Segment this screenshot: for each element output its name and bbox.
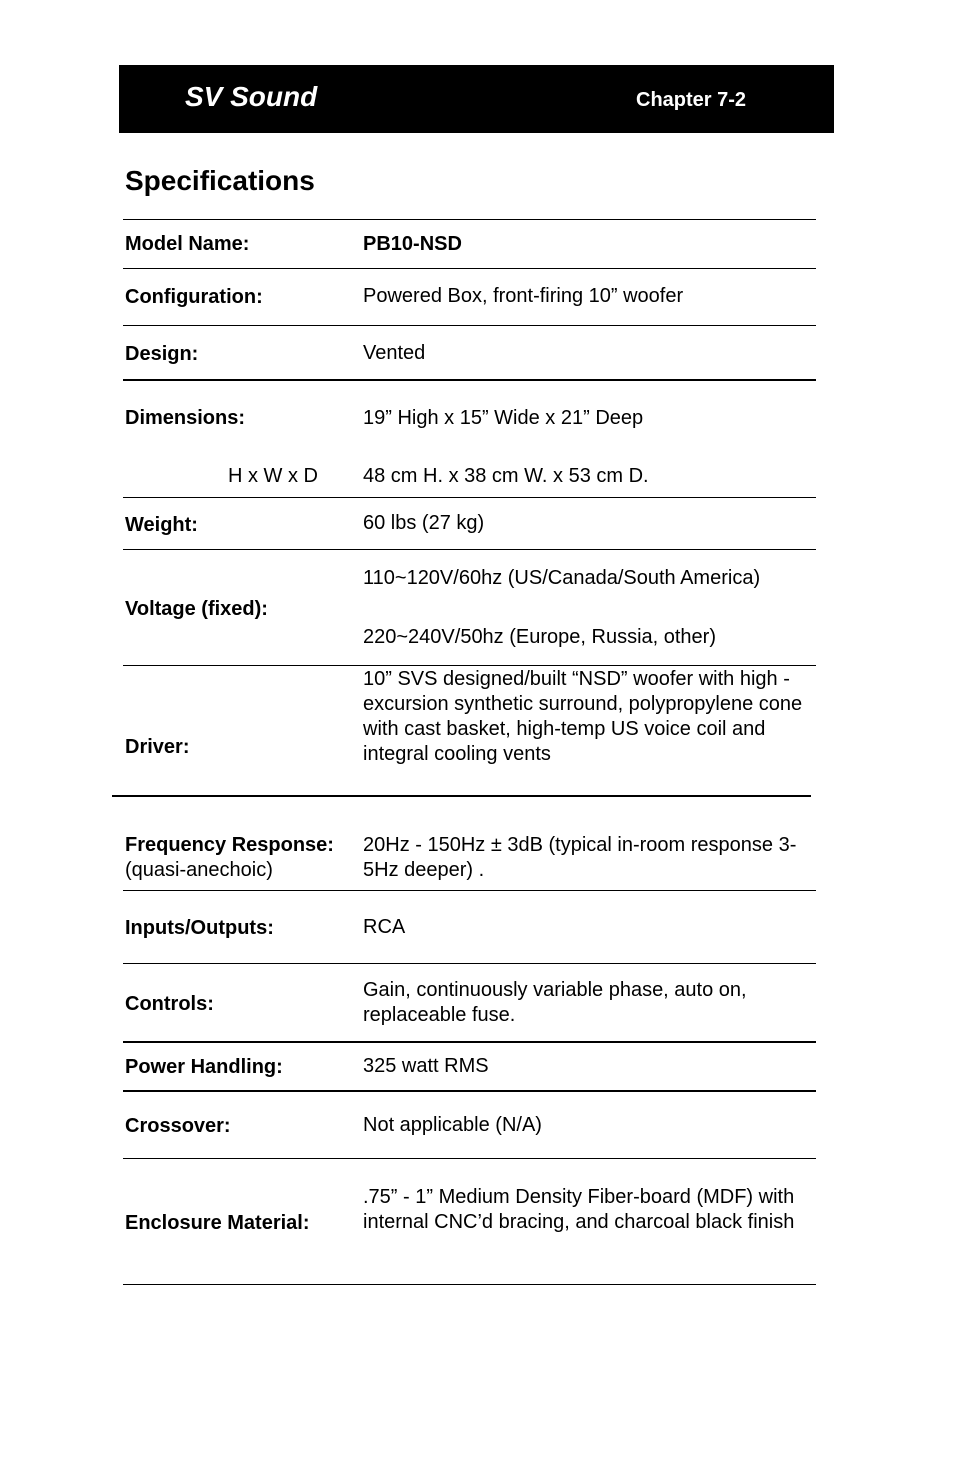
divider xyxy=(123,325,816,326)
power-handling-label: Power Handling: xyxy=(125,1056,283,1078)
enclosure-material-value: .75” - 1” Medium Density Fiber-board (MDF) with internal CNC’d bracing, and charcoal black finish xyxy=(363,1186,795,1233)
divider xyxy=(123,379,816,381)
inputs-outputs-value: RCA xyxy=(363,916,406,938)
power-handling-value: 325 watt RMS xyxy=(363,1055,489,1077)
enclosure-material-label: Enclosure Material: xyxy=(125,1212,310,1234)
design-value: Vented xyxy=(363,342,426,364)
weight-label: Weight: xyxy=(125,514,198,536)
driver-value: 10” SVS designed/built “NSD” woofer with high - excursion synthetic surround, polypropylene cone with cast basket, high-temp US voice coil and integral cooling vents xyxy=(363,668,803,765)
weight-value: 60 lbs (27 kg) xyxy=(363,512,485,534)
divider xyxy=(123,1284,816,1285)
model-name-label: Model Name: xyxy=(125,233,250,255)
inputs-outputs-label: Inputs/Outputs: xyxy=(125,917,274,939)
model-name-value: PB10-NSD xyxy=(363,233,462,255)
divider xyxy=(123,219,816,220)
controls-label: Controls: xyxy=(125,993,214,1015)
voltage-value-1: 110~120V/60hz (US/Canada/South America) xyxy=(363,567,761,589)
voltage-value-2: 220~240V/50hz (Europe, Russia, other) xyxy=(363,626,716,648)
divider xyxy=(123,1158,816,1159)
divider xyxy=(123,963,816,964)
configuration-value: Powered Box, front-firing 10” woofer xyxy=(363,285,684,307)
page-header xyxy=(119,65,834,133)
controls-value: Gain, continuously variable phase, auto on, replaceable fuse. xyxy=(363,979,747,1026)
divider xyxy=(123,665,816,666)
chapter-label: Chapter 7-2 xyxy=(636,89,747,111)
brand-title: SV Sound xyxy=(185,81,318,112)
divider xyxy=(123,549,816,550)
divider xyxy=(123,890,816,891)
dimensions-imperial-value: 19” High x 15” Wide x 21” Deep xyxy=(363,407,644,429)
divider xyxy=(123,497,816,498)
voltage-label: Voltage (fixed): xyxy=(125,598,268,620)
frequency-response-sublabel: (quasi-anechoic) xyxy=(125,859,273,881)
frequency-response-value: 20Hz - 150Hz ± 3dB (typical in-room response 3-5Hz deeper) . xyxy=(363,834,797,881)
crossover-label: Crossover: xyxy=(125,1115,231,1137)
divider xyxy=(123,268,816,269)
divider xyxy=(112,795,811,797)
divider xyxy=(123,1090,816,1092)
design-label: Design: xyxy=(125,343,199,365)
driver-label: Driver: xyxy=(125,736,190,758)
crossover-value: Not applicable (N/A) xyxy=(363,1114,542,1136)
divider xyxy=(123,1041,816,1043)
configuration-label: Configuration: xyxy=(125,286,263,308)
frequency-response-label: Frequency Response: xyxy=(125,834,334,856)
dimensions-label: Dimensions: xyxy=(125,407,246,429)
dimensions-sublabel: H x W x D xyxy=(228,465,318,487)
dimensions-metric-value: 48 cm H. x 38 cm W. x 53 cm D. xyxy=(363,465,649,487)
page-title: Specifications xyxy=(125,165,315,196)
